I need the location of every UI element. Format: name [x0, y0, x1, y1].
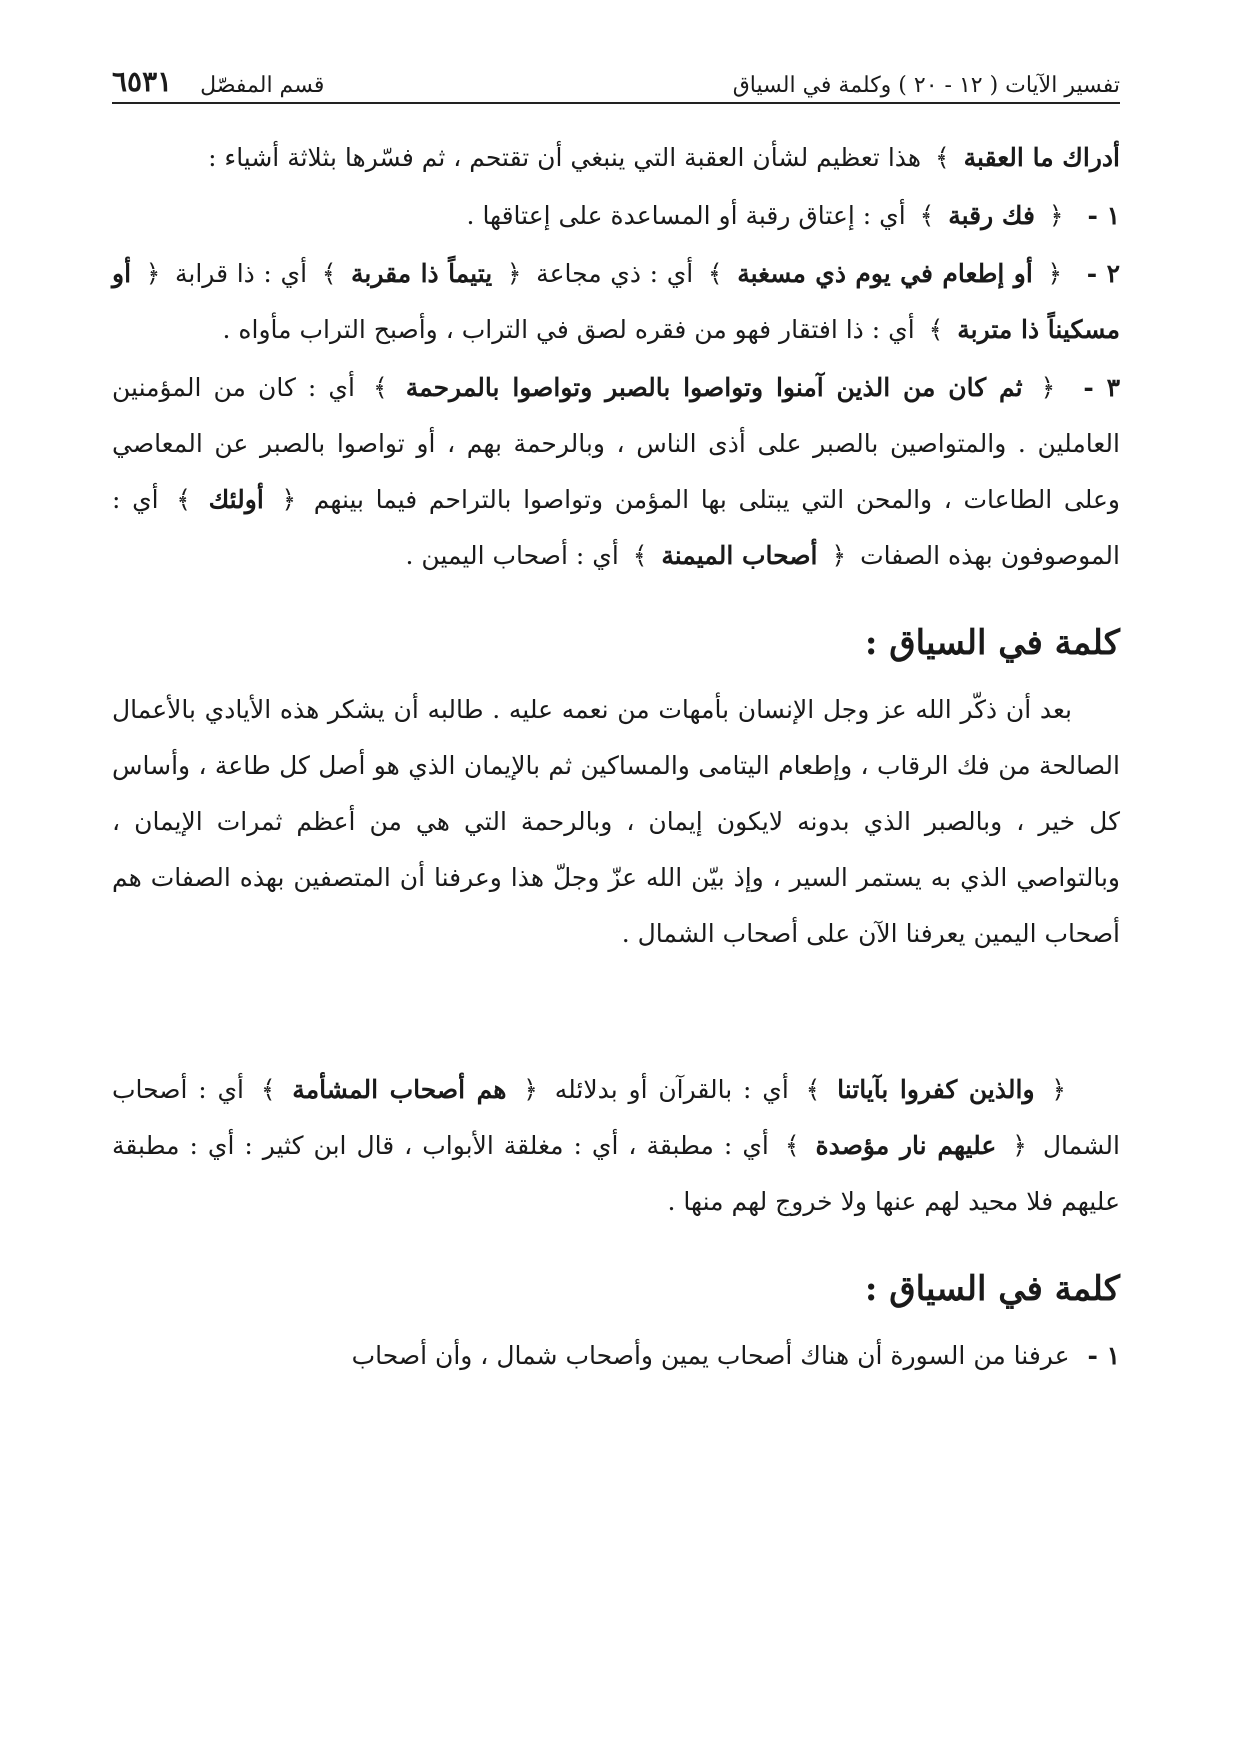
quran-text: فك رقبة — [948, 201, 1035, 230]
ornament-close: ﴾ — [928, 315, 944, 344]
quran-text: أصحاب الميمنة — [661, 541, 818, 570]
ornament-open: ﴿ — [1051, 1075, 1067, 1104]
paragraph-intro — [112, 130, 1120, 186]
commentary-text: أي : ذا قرابة — [175, 259, 308, 288]
spacer — [112, 962, 1120, 1062]
quran-text: هم أصحاب المشأمة — [292, 1075, 507, 1104]
page-number: ٦٥٣١ — [112, 65, 173, 98]
ornament-close: ﴾ — [919, 201, 935, 230]
ornament-close: ﴾ — [707, 259, 723, 288]
ornament-close: ﴾ — [321, 259, 337, 288]
commentary-text: أي : كان من المؤمنين العاملين . والمتواصين بالصبر على أذى الناس ، وبالرحمة بهم ، أو تواصوا بالصبر عن المعاصي وعلى الطاعات ، والمحن التي يبتلى بها المؤمن وتواصوا بالتراحم فيما بينهم — [112, 373, 1120, 514]
quran-text: عليهم نار مؤصدة — [815, 1131, 997, 1160]
quran-text: أولئك — [208, 485, 264, 514]
commentary-text: أي : أصحاب الشمال — [112, 1075, 1120, 1160]
ornament-close: ﴾ — [784, 1131, 800, 1160]
ornament-close: ﴾ — [805, 1075, 821, 1104]
item-number: ١ - — [1087, 1341, 1120, 1370]
ornament-close: ﴾ — [373, 373, 388, 402]
ornament-open: ﴿ — [145, 259, 161, 288]
list-item-1 — [112, 188, 1120, 244]
header-title: تفسير الآيات ( ١٢ - ٢٠ ) وكلمة في السياق — [732, 73, 1120, 98]
section-heading: كلمة في السياق : — [864, 623, 1120, 663]
item-number: ٢ - — [1086, 259, 1120, 288]
ornament-open: ﴿ — [1012, 1131, 1027, 1160]
ornament-open: ﴿ — [831, 541, 847, 570]
commentary-text: أي : ذي مجاعة — [536, 259, 694, 288]
commentary-text: أي : أصحاب اليمين . — [405, 541, 619, 570]
commentary-text: أي : إعتاق رقبة أو المساعدة على إعتاقها . — [466, 201, 906, 230]
commentary-text: أي : بالقرآن أو بدلائله — [554, 1075, 789, 1104]
ornament-close: ﴾ — [260, 1075, 276, 1104]
ornament-open: ﴿ — [1048, 201, 1064, 230]
ornament-close: ﴾ — [632, 541, 648, 570]
ornament-close: ﴾ — [935, 143, 950, 172]
item-number: ٣ - — [1083, 373, 1121, 402]
quran-text: أدراك ما العقبة — [963, 143, 1120, 172]
ornament-open: ﴿ — [281, 485, 297, 514]
quran-text: أو مسكيناً ذا متربة — [112, 259, 1120, 344]
paragraph-disbelievers — [112, 1062, 1120, 1230]
page-body — [112, 130, 1120, 1384]
header-section: قسم المفصّل — [200, 73, 325, 98]
list-item-3 — [112, 360, 1120, 584]
ornament-open: ﴿ — [1047, 259, 1063, 288]
list-item-2 — [112, 246, 1120, 358]
ornament-open: ﴿ — [506, 259, 522, 288]
quran-text: ثم كان من الذين آمنوا وتواصوا بالصبر وتواصوا بالمرحمة — [405, 373, 1023, 402]
commentary-text: أي : الموصوفون بهذه الصفات — [112, 485, 1120, 570]
ornament-open: ﴿ — [523, 1075, 538, 1104]
list-item-final — [112, 1328, 1120, 1384]
quran-text: والذين كفروا بآياتنا — [837, 1075, 1035, 1104]
running-header — [112, 62, 1120, 104]
section-heading: كلمة في السياق : — [864, 1269, 1120, 1309]
ornament-open: ﴿ — [1040, 373, 1056, 402]
item-number: ١ - — [1087, 201, 1120, 230]
commentary-text: هذا تعظيم لشأن العقبة التي ينبغي أن تقتحم ، ثم فسّرها بثلاثة أشياء : — [208, 143, 922, 172]
commentary-text: أي : ذا افتقار فهو من فقره لصق في التراب ، وأصبح التراب مأواه . — [222, 315, 915, 344]
quran-text: يتيماً ذا مقربة — [351, 259, 493, 288]
quran-text: أو إطعام في يوم ذي مسغبة — [737, 259, 1033, 288]
commentary-text: أي : مطبقة ، أي : مغلقة الأبواب ، قال ابن كثير : أي : مطبقة عليهم فلا محيد لهم عنها ولا خروج لهم منها . — [112, 1131, 1120, 1216]
section-paragraph: بعد أن ذكّر الله عز وجل الإنسان بأمهات من نعمه عليه . طالبه أن يشكر هذه الأيادي بالأعمال الصالحة من فك الرقاب ، وإطعام اليتامى والمساكين ثم بالإيمان الذي هو أصل كل طاعة ، وأساس كل خير ، وبالصبر الذي بدونه لايكون إيمان ، وبالرحمة التي هي من أعظم ثمرات الإيمان ، وبالتواصي الذي به يستمر السير ، وإذ بيّن الله عزّ وجلّ هذا وعرفنا أن المتصفين بهذه الصفات هم أصحاب اليمين يعرفنا الآن على أصحاب الشمال . — [112, 695, 1120, 948]
ornament-close: ﴾ — [176, 485, 191, 514]
commentary-text: عرفنا من السورة أن هناك أصحاب يمين وأصحاب شمال ، وأن أصحاب — [351, 1341, 1070, 1370]
